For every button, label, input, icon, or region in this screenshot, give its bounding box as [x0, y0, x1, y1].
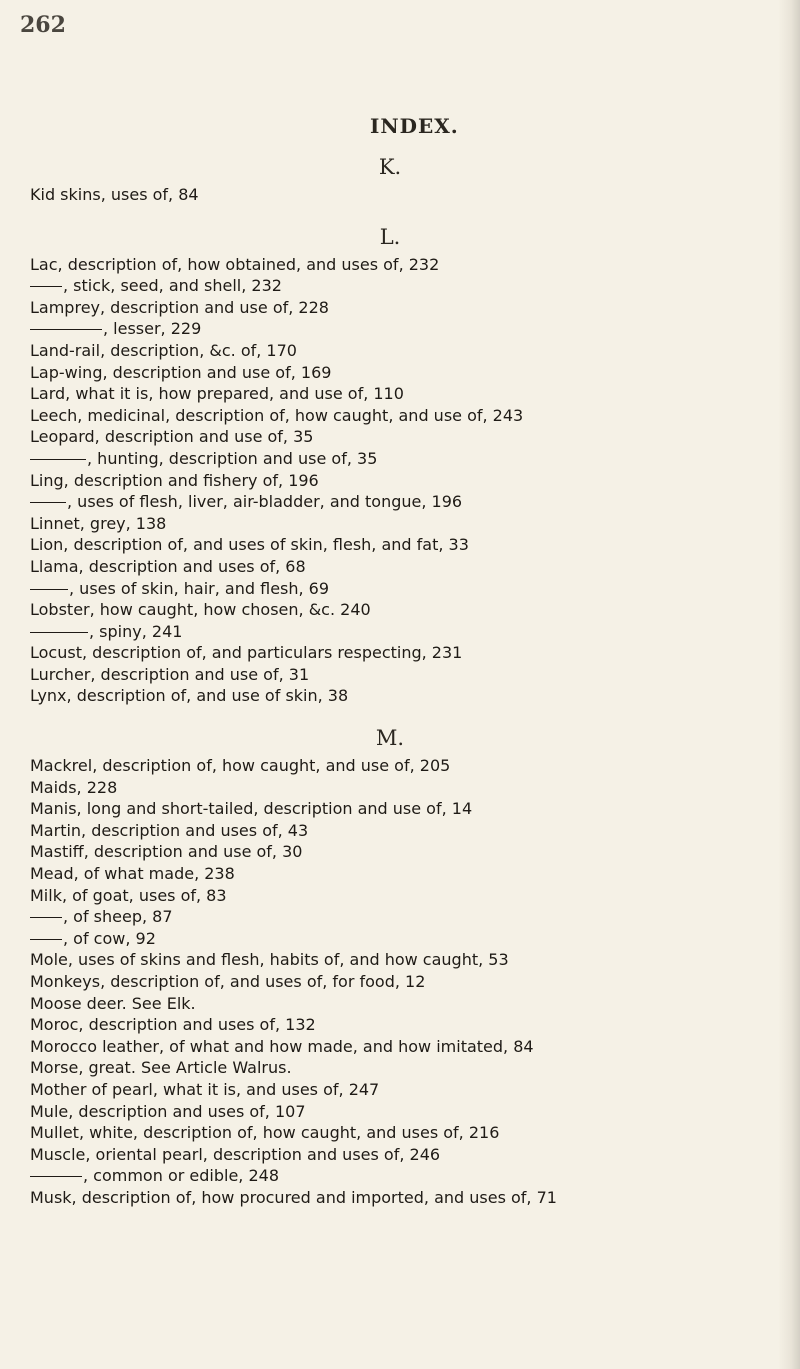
index-entry-text: Morse, great. See Article Walrus.: [30, 1058, 292, 1078]
index-entry: [30, 1014, 790, 1036]
index-entry: [30, 578, 790, 600]
index-entry: [30, 297, 790, 319]
index-list: [30, 150, 790, 1209]
section-letter: M.: [375, 726, 405, 751]
index-entry-text: , uses of flesh, liver, air-bladder, and tongue, 196: [67, 492, 463, 512]
index-entry: [30, 1122, 790, 1144]
index-entry: [30, 254, 790, 276]
index-entry-text: Land-rail, description, &c. of, 170: [30, 340, 297, 360]
section-letter: K.: [378, 155, 402, 179]
index-entry-text: Lac, description of, how obtained, and uses of, 232: [30, 254, 440, 274]
page-number: 262: [20, 12, 66, 38]
index-entry: [30, 863, 790, 885]
index-entry-text: Milk, of goat, uses of, 83: [30, 885, 227, 905]
index-entry: [30, 1101, 790, 1123]
index-entry-text: Lard, what it is, how prepared, and use of, 110: [30, 384, 404, 404]
index-entry-text: Ling, description and fishery of, 196: [30, 470, 319, 490]
index-entry-text: Musk, description of, how procured and imported, and uses of, 71: [30, 1187, 557, 1207]
index-entry: [30, 184, 790, 206]
index-entry-text: , of cow, 92: [63, 928, 156, 948]
index-entry: [30, 599, 790, 621]
index-entry-text: , uses of skin, hair, and flesh, 69: [69, 578, 330, 598]
index-entry-text: Mead, of what made, 238: [30, 864, 235, 884]
index-entry: [30, 275, 790, 297]
index-entry: [30, 971, 790, 993]
index-entry-text: , spiny, 241: [89, 621, 183, 641]
index-entry: [30, 448, 790, 470]
index-entry-text: Lamprey, description and use of, 228: [30, 297, 329, 317]
index-entry: [30, 820, 790, 842]
index-entry: [30, 642, 790, 664]
index-entry-text: Martin, description and uses of, 43: [30, 820, 309, 840]
index-entry: [30, 556, 790, 578]
index-entry: [30, 362, 790, 384]
index-entry: [30, 340, 790, 362]
ditto-dash: [30, 632, 88, 633]
index-entry-text: Locust, description of, and particulars respecting, 231: [30, 643, 463, 663]
index-entry-text: Llama, description and uses of, 68: [30, 556, 306, 576]
index-entry: [30, 1144, 790, 1166]
index-entry-text: Mother of pearl, what it is, and uses of, 247: [30, 1079, 380, 1099]
index-entry: [30, 491, 790, 513]
index-entry: [30, 318, 790, 340]
index-entry: [30, 664, 790, 686]
index-entry-text: Leopard, description and use of, 35: [30, 427, 314, 447]
index-entry: [30, 513, 790, 535]
index-entry-text: Mule, description and uses of, 107: [30, 1101, 306, 1121]
index-entry: [30, 949, 790, 971]
index-entry-text: Morocco leather, of what and how made, and how imitated, 84: [30, 1036, 534, 1056]
ditto-dash: [30, 459, 86, 460]
index-entry-text: Mole, uses of skins and flesh, habits of, and how caught, 53: [30, 950, 509, 970]
index-entry-text: , common or edible, 248: [83, 1166, 279, 1186]
index-entry: [30, 534, 790, 556]
section-gap: [30, 206, 790, 220]
index-entry-text: , hunting, description and use of, 35: [87, 448, 378, 468]
index-entry: [30, 1079, 790, 1101]
index-entry: [30, 1187, 790, 1209]
ditto-dash: [30, 286, 62, 287]
index-entry: [30, 906, 790, 928]
index-entry-text: Lion, description of, and uses of skin, flesh, and fat, 33: [30, 535, 469, 555]
index-entry-text: , stick, seed, and shell, 232: [63, 276, 282, 296]
index-entry-text: Lurcher, description and use of, 31: [30, 664, 310, 684]
index-entry: [30, 383, 790, 405]
index-entry-text: Linnet, grey, 138: [30, 513, 167, 533]
index-entry-text: Muscle, oriental pearl, description and uses of, 246: [30, 1144, 441, 1164]
index-entry: [30, 798, 790, 820]
index-entry: [30, 885, 790, 907]
index-entry-text: Manis, long and short-tailed, description and use of, 14: [30, 799, 473, 819]
index-entry: [30, 993, 790, 1015]
index-entry: [30, 426, 790, 448]
index-entry-text: Leech, medicinal, description of, how caught, and use of, 243: [30, 405, 524, 425]
index-entry: [30, 928, 790, 950]
index-entry-text: , of sheep, 87: [63, 907, 173, 927]
index-entry: [30, 685, 790, 707]
index-entry-text: Mackrel, description of, how caught, and use of, 205: [30, 756, 451, 776]
index-entry: [30, 777, 790, 799]
index-entry-text: Lynx, description of, and use of skin, 38: [30, 686, 349, 706]
index-entry-text: Mullet, white, description of, how caught, and uses of, 216: [30, 1123, 500, 1143]
index-entry-text: , lesser, 229: [103, 319, 202, 339]
ditto-dash: [30, 939, 62, 940]
index-entry: [30, 1057, 790, 1079]
index-entry: [30, 1036, 790, 1058]
index-entry-text: Lap-wing, description and use of, 169: [30, 362, 332, 382]
index-entry: [30, 405, 790, 427]
ditto-dash: [30, 1176, 82, 1177]
index-entry-text: Moroc, description and uses of, 132: [30, 1015, 316, 1035]
section-gap: [30, 707, 790, 721]
ditto-dash: [30, 502, 66, 503]
index-entry: [30, 755, 790, 777]
index-entry: [30, 1165, 790, 1187]
ditto-dash: [30, 589, 68, 590]
index-entry: [30, 841, 790, 863]
index-entry-text: Maids, 228: [30, 777, 118, 797]
index-entry-text: Lobster, how caught, how chosen, &c. 240: [30, 600, 371, 620]
index-entry-text: Moose deer. See Elk.: [30, 993, 196, 1013]
ditto-dash: [30, 329, 102, 330]
index-entry-text: Monkeys, description of, and uses of, for food, 12: [30, 972, 426, 991]
ditto-dash: [30, 917, 62, 918]
index-entry: [30, 621, 790, 643]
index-entry-text: Kid skins, uses of, 84: [30, 185, 199, 204]
running-head: INDEX.: [370, 114, 459, 138]
index-entry-text: Mastiff, description and use of, 30: [30, 842, 303, 862]
index-entry: [30, 470, 790, 492]
section-letter: L.: [379, 224, 401, 249]
